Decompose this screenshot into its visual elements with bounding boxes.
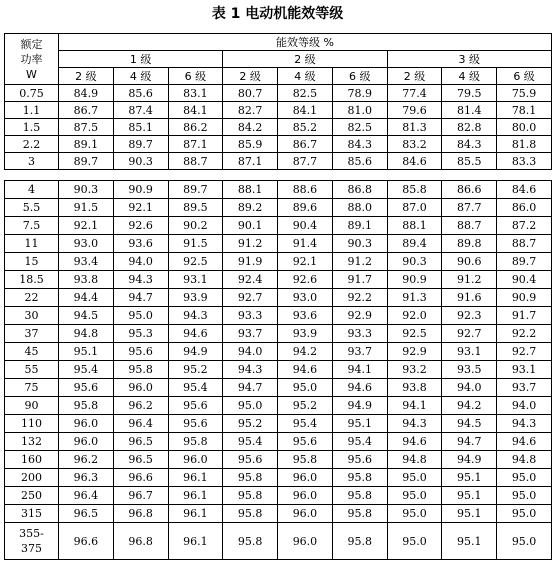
efficiency-value-cell: 85.6 (113, 85, 168, 102)
efficiency-value-cell: 80.0 (497, 119, 552, 136)
efficiency-value-cell: 93.9 (278, 325, 333, 343)
efficiency-value-cell: 90.3 (387, 253, 442, 271)
efficiency-value-cell: 88.1 (223, 181, 278, 199)
rated-power-cell: 200 (5, 469, 59, 487)
pole-header: 4 级 (113, 68, 168, 85)
rated-power-cell: 250 (5, 487, 59, 505)
efficiency-value-cell: 90.9 (497, 289, 552, 307)
efficiency-value-cell: 84.1 (168, 102, 223, 119)
power-header-unit: W (26, 67, 37, 81)
efficiency-value-cell: 95.8 (332, 469, 387, 487)
efficiency-value-cell: 79.5 (442, 85, 497, 102)
efficiency-value-cell: 89.6 (278, 199, 333, 217)
efficiency-value-cell: 83.1 (168, 85, 223, 102)
efficiency-value-cell: 86.7 (278, 136, 333, 153)
efficiency-value-cell: 78.9 (332, 85, 387, 102)
efficiency-value-cell: 96.8 (113, 505, 168, 523)
table-row (5, 119, 552, 136)
efficiency-value-cell: 94.0 (497, 397, 552, 415)
pole-header: 4 级 (442, 68, 497, 85)
efficiency-value-cell: 92.5 (387, 325, 442, 343)
efficiency-value-cell: 96.0 (113, 379, 168, 397)
efficiency-value-cell: 96.2 (113, 397, 168, 415)
efficiency-value-cell: 91.3 (387, 289, 442, 307)
efficiency-value-cell: 84.6 (497, 181, 552, 199)
pole-header: 2 级 (387, 68, 442, 85)
rated-power-cell: 37 (5, 325, 59, 343)
efficiency-value-cell: 95.8 (223, 523, 278, 560)
efficiency-value-cell: 95.1 (442, 505, 497, 523)
rated-power-cell: 3 (5, 153, 59, 170)
efficiency-value-cell: 84.3 (442, 136, 497, 153)
efficiency-value-cell: 92.2 (332, 289, 387, 307)
rated-power-cell: 2.2 (5, 136, 59, 153)
efficiency-value-cell: 95.0 (223, 397, 278, 415)
efficiency-value-cell: 94.2 (442, 397, 497, 415)
rated-power-cell: 132 (5, 433, 59, 451)
efficiency-value-cell: 86.6 (442, 181, 497, 199)
efficiency-value-cell: 95.8 (223, 469, 278, 487)
table-row (5, 271, 552, 289)
efficiency-value-cell: 95.4 (59, 361, 114, 379)
efficiency-value-cell: 94.9 (168, 343, 223, 361)
efficiency-value-cell: 95.0 (387, 523, 442, 560)
efficiency-value-cell: 92.9 (332, 307, 387, 325)
efficiency-value-cell: 89.5 (168, 199, 223, 217)
efficiency-value-cell: 88.6 (278, 181, 333, 199)
efficiency-value-cell: 94.0 (223, 343, 278, 361)
efficiency-value-cell: 82.7 (223, 102, 278, 119)
table-row (5, 487, 552, 505)
efficiency-value-cell: 87.7 (442, 199, 497, 217)
efficiency-value-cell: 95.2 (278, 397, 333, 415)
efficiency-value-cell: 94.8 (387, 451, 442, 469)
efficiency-value-cell: 92.5 (168, 253, 223, 271)
efficiency-value-cell: 95.8 (113, 361, 168, 379)
efficiency-value-cell: 92.3 (442, 307, 497, 325)
efficiency-value-cell: 86.0 (497, 199, 552, 217)
table-row (5, 153, 552, 170)
efficiency-value-cell: 85.9 (223, 136, 278, 153)
table-row (5, 102, 552, 119)
table-row (5, 361, 552, 379)
efficiency-value-cell: 96.5 (113, 451, 168, 469)
efficiency-value-cell: 93.7 (332, 343, 387, 361)
efficiency-value-cell: 91.2 (223, 235, 278, 253)
efficiency-value-cell: 93.1 (168, 271, 223, 289)
rated-power-cell: 18.5 (5, 271, 59, 289)
efficiency-value-cell: 94.4 (59, 289, 114, 307)
efficiency-value-cell: 90.4 (278, 217, 333, 235)
efficiency-value-cell: 95.4 (168, 379, 223, 397)
table-row (5, 415, 552, 433)
efficiency-value-cell: 94.7 (113, 289, 168, 307)
efficiency-value-cell: 93.6 (113, 235, 168, 253)
efficiency-value-cell: 94.9 (332, 397, 387, 415)
efficiency-value-cell: 75.9 (497, 85, 552, 102)
table-row (5, 325, 552, 343)
efficiency-value-cell: 94.7 (442, 433, 497, 451)
efficiency-value-cell: 77.4 (387, 85, 442, 102)
efficiency-value-cell: 95.8 (168, 433, 223, 451)
efficiency-grade-header: 能效等级 % (59, 34, 552, 51)
efficiency-value-cell: 93.7 (497, 379, 552, 397)
efficiency-value-cell: 95.8 (223, 505, 278, 523)
efficiency-value-cell: 94.2 (278, 343, 333, 361)
efficiency-value-cell: 96.0 (278, 487, 333, 505)
efficiency-value-cell: 96.0 (168, 451, 223, 469)
efficiency-value-cell: 95.4 (278, 415, 333, 433)
efficiency-value-cell: 88.0 (332, 199, 387, 217)
efficiency-value-cell: 95.6 (278, 433, 333, 451)
efficiency-value-cell: 82.5 (332, 119, 387, 136)
efficiency-value-cell: 88.7 (168, 153, 223, 170)
power-header-line: 额定 (20, 37, 43, 51)
efficiency-value-cell: 91.5 (168, 235, 223, 253)
efficiency-value-cell: 85.8 (387, 181, 442, 199)
efficiency-value-cell: 94.1 (332, 361, 387, 379)
efficiency-value-cell: 95.1 (332, 415, 387, 433)
efficiency-value-cell: 87.5 (59, 119, 114, 136)
efficiency-value-cell: 93.1 (442, 343, 497, 361)
table-row (5, 253, 552, 271)
efficiency-value-cell: 94.6 (278, 361, 333, 379)
efficiency-value-cell: 85.1 (113, 119, 168, 136)
efficiency-value-cell: 95.0 (497, 487, 552, 505)
efficiency-value-cell: 95.0 (387, 469, 442, 487)
efficiency-value-cell: 93.4 (59, 253, 114, 271)
efficiency-value-cell: 91.9 (223, 253, 278, 271)
efficiency-value-cell: 96.0 (278, 523, 333, 560)
efficiency-value-cell: 92.7 (497, 343, 552, 361)
efficiency-value-cell: 95.8 (278, 451, 333, 469)
grade-header-1: 1 级 (59, 51, 223, 68)
rated-power-line: 355- (19, 527, 44, 540)
rated-power-cell: 15 (5, 253, 59, 271)
efficiency-value-cell: 92.7 (442, 325, 497, 343)
rated-power-cell: 315 (5, 505, 59, 523)
efficiency-value-cell: 94.8 (497, 451, 552, 469)
power-header-line: 功率 (20, 52, 43, 66)
efficiency-value-cell: 93.9 (168, 289, 223, 307)
efficiency-value-cell: 95.0 (497, 469, 552, 487)
efficiency-value-cell: 90.9 (113, 181, 168, 199)
power-header (5, 34, 59, 85)
efficiency-value-cell: 94.1 (387, 397, 442, 415)
efficiency-value-cell: 87.0 (387, 199, 442, 217)
efficiency-value-cell: 94.3 (387, 415, 442, 433)
efficiency-value-cell: 93.8 (387, 379, 442, 397)
efficiency-value-cell: 90.2 (168, 217, 223, 235)
efficiency-value-cell: 86.7 (59, 102, 114, 119)
efficiency-value-cell: 95.1 (442, 469, 497, 487)
efficiency-value-cell: 94.7 (223, 379, 278, 397)
efficiency-value-cell: 85.5 (442, 153, 497, 170)
efficiency-value-cell: 94.3 (168, 307, 223, 325)
efficiency-value-cell: 84.1 (278, 102, 333, 119)
efficiency-value-cell: 89.8 (442, 235, 497, 253)
table-row (5, 397, 552, 415)
efficiency-value-cell: 85.6 (332, 153, 387, 170)
efficiency-value-cell: 89.7 (168, 181, 223, 199)
efficiency-value-cell: 95.0 (113, 307, 168, 325)
efficiency-value-cell: 96.1 (168, 523, 223, 560)
efficiency-value-cell: 94.8 (59, 325, 114, 343)
efficiency-value-cell: 90.9 (387, 271, 442, 289)
efficiency-value-cell: 95.3 (113, 325, 168, 343)
efficiency-value-cell: 95.4 (223, 433, 278, 451)
table-row (5, 289, 552, 307)
efficiency-value-cell: 87.4 (113, 102, 168, 119)
efficiency-value-cell: 94.6 (168, 325, 223, 343)
efficiency-value-cell: 95.6 (332, 451, 387, 469)
efficiency-value-cell: 93.7 (223, 325, 278, 343)
efficiency-value-cell: 94.3 (223, 361, 278, 379)
efficiency-value-cell: 90.3 (332, 235, 387, 253)
rated-power-cell: 7.5 (5, 217, 59, 235)
efficiency-value-cell: 84.9 (59, 85, 114, 102)
efficiency-value-cell: 91.6 (442, 289, 497, 307)
efficiency-value-cell: 86.2 (168, 119, 223, 136)
table-row (5, 343, 552, 361)
efficiency-value-cell: 94.5 (59, 307, 114, 325)
efficiency-value-cell: 81.8 (497, 136, 552, 153)
efficiency-value-cell: 96.6 (59, 523, 114, 560)
rated-power-cell: 90 (5, 397, 59, 415)
efficiency-value-cell: 96.2 (59, 451, 114, 469)
efficiency-value-cell: 80.7 (223, 85, 278, 102)
efficiency-value-cell: 95.8 (332, 505, 387, 523)
efficiency-value-cell: 88.7 (442, 217, 497, 235)
efficiency-value-cell: 91.2 (332, 253, 387, 271)
efficiency-value-cell: 90.1 (223, 217, 278, 235)
efficiency-value-cell: 96.5 (59, 505, 114, 523)
efficiency-value-cell: 95.6 (223, 451, 278, 469)
rated-power-cell: 160 (5, 451, 59, 469)
table-row (5, 469, 552, 487)
efficiency-value-cell: 95.2 (223, 415, 278, 433)
efficiency-value-cell: 90.6 (442, 253, 497, 271)
efficiency-value-cell: 94.6 (332, 379, 387, 397)
efficiency-value-cell: 96.8 (113, 523, 168, 560)
table-top-body (5, 85, 552, 170)
efficiency-value-cell: 96.5 (113, 433, 168, 451)
efficiency-value-cell: 94.3 (113, 271, 168, 289)
efficiency-value-cell: 82.5 (278, 85, 333, 102)
efficiency-value-cell: 95.2 (168, 361, 223, 379)
efficiency-value-cell: 95.6 (168, 397, 223, 415)
table-row (5, 85, 552, 102)
efficiency-value-cell: 91.7 (497, 307, 552, 325)
table-row (5, 451, 552, 469)
efficiency-value-cell: 96.0 (59, 433, 114, 451)
rated-power-cell: 4 (5, 181, 59, 199)
efficiency-value-cell: 92.1 (59, 217, 114, 235)
pole-header: 2 级 (223, 68, 278, 85)
efficiency-value-cell: 95.8 (223, 487, 278, 505)
table-row (5, 505, 552, 523)
efficiency-value-cell: 96.4 (59, 487, 114, 505)
pole-header: 4 级 (278, 68, 333, 85)
efficiency-value-cell: 95.1 (59, 343, 114, 361)
efficiency-value-cell: 94.6 (387, 433, 442, 451)
efficiency-value-cell: 83.2 (387, 136, 442, 153)
efficiency-value-cell: 95.4 (332, 433, 387, 451)
efficiency-value-cell: 94.0 (113, 253, 168, 271)
efficiency-value-cell: 85.2 (278, 119, 333, 136)
efficiency-value-cell: 84.2 (223, 119, 278, 136)
efficiency-value-cell: 92.1 (278, 253, 333, 271)
efficiency-value-cell: 89.7 (497, 253, 552, 271)
efficiency-value-cell: 95.6 (59, 379, 114, 397)
efficiency-value-cell: 96.7 (113, 487, 168, 505)
efficiency-value-cell: 92.6 (113, 217, 168, 235)
efficiency-value-cell: 96.1 (168, 487, 223, 505)
efficiency-value-cell: 93.0 (278, 289, 333, 307)
rated-power-cell: 75 (5, 379, 59, 397)
efficiency-value-cell: 88.7 (497, 235, 552, 253)
efficiency-value-cell: 87.1 (168, 136, 223, 153)
efficiency-value-cell: 95.0 (387, 487, 442, 505)
rated-power-cell: 1.1 (5, 102, 59, 119)
efficiency-value-cell: 96.1 (168, 505, 223, 523)
efficiency-value-cell: 95.8 (332, 487, 387, 505)
efficiency-value-cell: 94.6 (497, 433, 552, 451)
efficiency-value-cell: 93.6 (278, 307, 333, 325)
efficiency-value-cell: 90.3 (113, 153, 168, 170)
efficiency-value-cell: 93.1 (497, 361, 552, 379)
efficiency-value-cell: 89.2 (223, 199, 278, 217)
rated-power-cell: 11 (5, 235, 59, 253)
pole-header: 2 级 (59, 68, 114, 85)
efficiency-value-cell: 96.0 (278, 469, 333, 487)
efficiency-value-cell: 95.8 (59, 397, 114, 415)
efficiency-value-cell: 94.5 (442, 415, 497, 433)
efficiency-value-cell: 87.7 (278, 153, 333, 170)
efficiency-value-cell: 84.6 (387, 153, 442, 170)
efficiency-value-cell: 91.5 (59, 199, 114, 217)
efficiency-value-cell: 95.0 (387, 505, 442, 523)
table-row (5, 307, 552, 325)
rated-power-cell (5, 523, 59, 560)
efficiency-value-cell: 94.3 (497, 415, 552, 433)
efficiency-value-cell: 95.0 (278, 379, 333, 397)
efficiency-value-cell: 89.4 (387, 235, 442, 253)
efficiency-value-cell: 92.1 (113, 199, 168, 217)
efficiency-table-top (4, 33, 552, 170)
efficiency-value-cell: 90.4 (497, 271, 552, 289)
table-row (5, 199, 552, 217)
efficiency-value-cell: 91.2 (442, 271, 497, 289)
pole-header: 6 级 (497, 68, 552, 85)
table-row (5, 217, 552, 235)
table-row (5, 433, 552, 451)
table-title: 表 1 电动机能效等级 (211, 6, 344, 22)
efficiency-value-cell: 95.0 (497, 523, 552, 560)
efficiency-value-cell: 82.8 (442, 119, 497, 136)
efficiency-value-cell: 96.1 (168, 469, 223, 487)
grade-header-3: 3 级 (387, 51, 551, 68)
table-row (5, 136, 552, 153)
efficiency-value-cell: 94.0 (442, 379, 497, 397)
efficiency-value-cell: 92.0 (387, 307, 442, 325)
grade-header-2: 2 级 (223, 51, 387, 68)
efficiency-value-cell: 93.2 (387, 361, 442, 379)
efficiency-value-cell: 92.2 (497, 325, 552, 343)
efficiency-value-cell: 89.1 (332, 217, 387, 235)
efficiency-value-cell: 81.3 (387, 119, 442, 136)
efficiency-value-cell: 81.0 (332, 102, 387, 119)
efficiency-value-cell: 87.2 (497, 217, 552, 235)
rated-power-line: 375 (21, 542, 42, 555)
efficiency-value-cell: 95.6 (168, 415, 223, 433)
efficiency-value-cell: 89.1 (59, 136, 114, 153)
efficiency-value-cell: 96.0 (278, 505, 333, 523)
efficiency-value-cell: 92.4 (223, 271, 278, 289)
efficiency-value-cell: 96.0 (59, 415, 114, 433)
efficiency-value-cell: 96.6 (113, 469, 168, 487)
pole-header: 6 级 (332, 68, 387, 85)
efficiency-value-cell: 95.1 (442, 487, 497, 505)
efficiency-value-cell: 78.1 (497, 102, 552, 119)
efficiency-value-cell: 96.4 (113, 415, 168, 433)
efficiency-value-cell: 95.1 (442, 523, 497, 560)
efficiency-value-cell: 81.4 (442, 102, 497, 119)
efficiency-value-cell: 93.3 (223, 307, 278, 325)
efficiency-value-cell: 89.7 (113, 136, 168, 153)
rated-power-cell: 1.5 (5, 119, 59, 136)
rated-power-cell: 30 (5, 307, 59, 325)
rated-power-cell: 55 (5, 361, 59, 379)
efficiency-table-bottom (4, 180, 552, 560)
efficiency-value-cell: 92.6 (278, 271, 333, 289)
efficiency-value-cell: 93.0 (59, 235, 114, 253)
efficiency-value-cell: 92.7 (223, 289, 278, 307)
table-row (5, 379, 552, 397)
rated-power-cell: 0.75 (5, 85, 59, 102)
pole-header: 6 级 (168, 68, 223, 85)
efficiency-value-cell: 93.8 (59, 271, 114, 289)
efficiency-value-cell: 95.6 (113, 343, 168, 361)
rated-power-cell: 22 (5, 289, 59, 307)
efficiency-value-cell: 95.8 (332, 523, 387, 560)
efficiency-value-cell: 86.8 (332, 181, 387, 199)
efficiency-value-cell: 92.9 (387, 343, 442, 361)
efficiency-value-cell: 87.1 (223, 153, 278, 170)
efficiency-value-cell: 91.7 (332, 271, 387, 289)
rated-power-cell: 5.5 (5, 199, 59, 217)
efficiency-value-cell: 89.7 (59, 153, 114, 170)
efficiency-value-cell: 91.4 (278, 235, 333, 253)
efficiency-value-cell: 84.3 (332, 136, 387, 153)
efficiency-value-cell: 83.3 (497, 153, 552, 170)
rated-power-cell: 110 (5, 415, 59, 433)
table-row (5, 523, 552, 560)
rated-power-cell: 45 (5, 343, 59, 361)
efficiency-value-cell: 95.0 (497, 505, 552, 523)
table-bottom-body (5, 181, 552, 560)
efficiency-value-cell: 93.3 (332, 325, 387, 343)
efficiency-value-cell: 94.9 (442, 451, 497, 469)
efficiency-value-cell: 93.5 (442, 361, 497, 379)
efficiency-value-cell: 96.3 (59, 469, 114, 487)
table-row (5, 235, 552, 253)
efficiency-value-cell: 90.3 (59, 181, 114, 199)
efficiency-value-cell: 88.1 (387, 217, 442, 235)
table-row (5, 181, 552, 199)
efficiency-value-cell: 79.6 (387, 102, 442, 119)
